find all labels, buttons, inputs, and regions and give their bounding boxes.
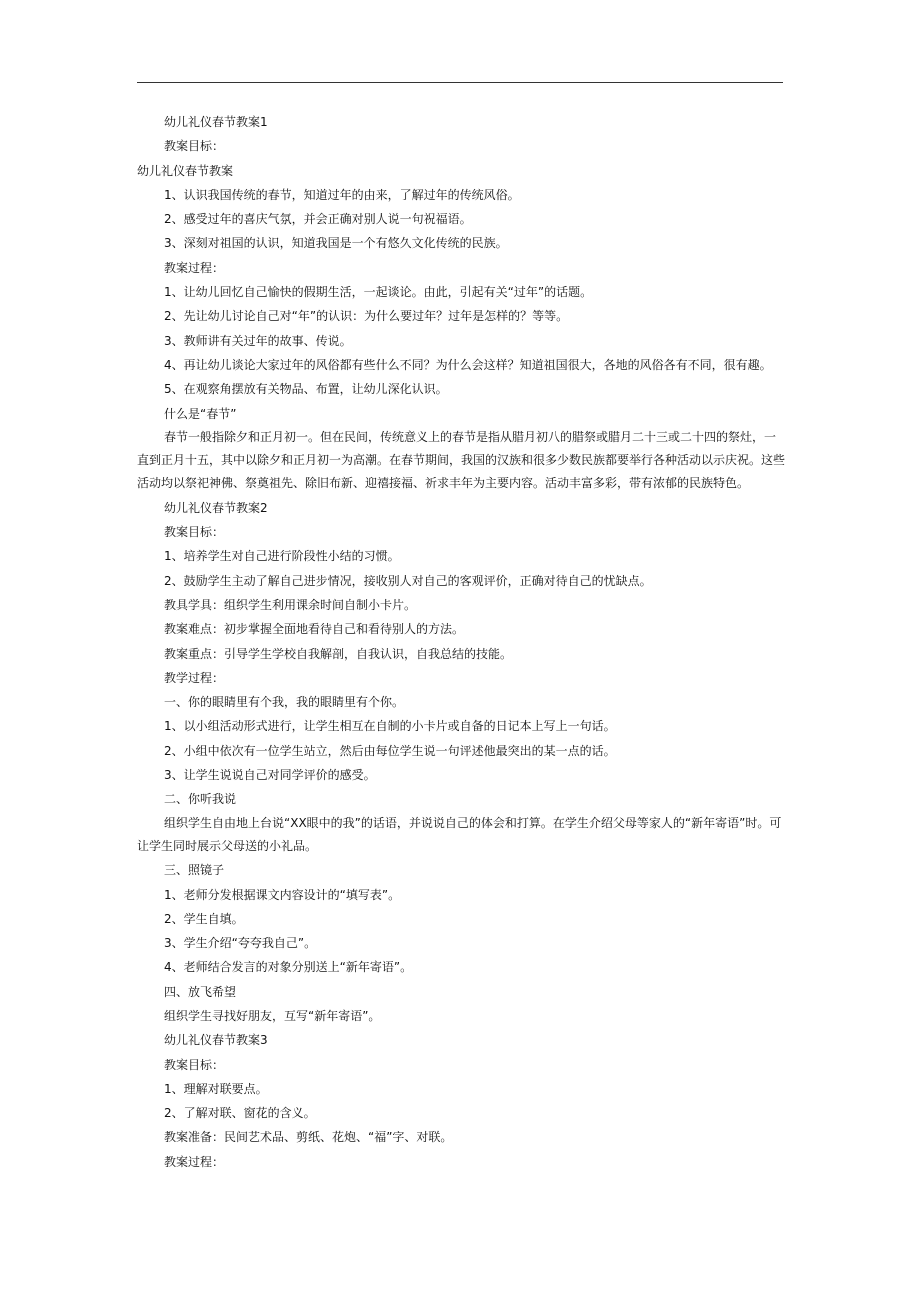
list-item: 2、鼓励学生主动了解自己进步情况，接收别人对自己的客观评价，正确对待自己的忧缺点。 (164, 573, 652, 588)
document-body (137, 110, 787, 1174)
list-item: 3、深刻对祖国的认识，知道我国是一个有悠久文化传统的民族。 (164, 236, 508, 251)
list-item: 2、学生自填。 (164, 911, 244, 926)
list-item: 2、小组中依次有一位学生站立，然后由每位学生说一句评述他最突出的某一点的话。 (164, 743, 616, 758)
list-item: 1、培养学生对自己进行阶段性小结的习惯。 (164, 549, 400, 564)
paragraph-new-year-message: 组织学生自由地上台说“XX眼中的我”的话语，并说说自己的体会和打算。在学生介绍父母等家人的“新年寄语”时。可让学生同时展示父母送的小礼品。 (137, 815, 782, 853)
list-item: 4、再让幼儿谈论大家过年的风俗都有些什么不同？为什么会这样？知道祖国很大，各地的风俗各有不同，很有趣。 (164, 357, 772, 372)
list-item: 4、老师结合发言的对象分别送上“新年寄语”。 (164, 960, 413, 975)
subheading: 二、你听我说 (164, 792, 237, 807)
subtitle: 幼儿礼仪春节教案 (137, 163, 234, 178)
list-item: 3、让学生说说自己对同学评价的感受。 (164, 768, 376, 783)
section-title-3: 幼儿礼仪春节教案3 (164, 1033, 268, 1048)
list-item: 1、让幼儿回忆自己愉快的假期生活，一起谈论。由此，引起有关“过年”的话题。 (164, 285, 593, 300)
section-title-1: 幼儿礼仪春节教案1 (164, 115, 268, 129)
heading-objectives: 教案目标： (164, 139, 225, 154)
heading-what-is-spring-festival: 什么是“春节” (164, 406, 237, 421)
heading-objectives: 教案目标： (164, 1057, 225, 1072)
subheading: 三、照镜子 (164, 863, 225, 878)
list-item: 3、学生介绍“夸夸我自己”。 (164, 936, 317, 951)
subheading: 一、你的眼睛里有个我，我的眼睛里有个你。 (164, 695, 405, 710)
list-item: 2、了解对联、窗花的含义。 (164, 1106, 316, 1121)
heading-process: 教案过程： (164, 1154, 225, 1169)
heading-teaching-process: 教学过程： (164, 670, 225, 685)
list-item: 1、理解对联要点。 (164, 1081, 268, 1096)
subheading: 四、放飞希望 (164, 984, 237, 999)
header-rule (137, 82, 783, 83)
heading-objectives: 教案目标： (164, 525, 225, 540)
paragraph-spring-festival: 春节一般指除夕和正月初一。但在民间，传统意义上的春节是指从腊月初八的腊祭或腊月二十三或二十四的祭灶，一直到正月十五，其中以除夕和正月初一为高潮。在春节期间，我国的汉族和很多少数民族都要举行各种活动以示庆祝。这些活动均以祭祀神佛、祭奠祖先、除旧布新、迎禧接福、祈求丰年为主要内容。活动丰富多彩，带有浓郁的民族特色。 (137, 429, 786, 491)
heading-process: 教案过程： (164, 260, 225, 275)
list-item: 2、先让幼儿讨论自己对“年”的认识：为什么要过年？过年是怎样的？等等。 (164, 309, 569, 324)
section-title-2: 幼儿礼仪春节教案2 (164, 500, 268, 515)
list-item: 1、以小组活动形式进行，让学生相互在自制的小卡片或自备的日记本上写上一句话。 (164, 719, 616, 734)
list-item: 3、教师讲有关过年的故事、传说。 (164, 333, 352, 348)
list-item: 5、在观察角摆放有关物品、布置，让幼儿深化认识。 (164, 382, 448, 397)
teaching-aids: 教具学具：组织学生利用课余时间自制小卡片。 (164, 597, 417, 612)
key-points: 教案重点：引导学生学校自我解剖，自我认识，自我总结的技能。 (164, 646, 513, 661)
preparation: 教案准备：民间艺术品、剪纸、花炮、“福”字、对联。 (164, 1130, 453, 1145)
list-item: 1、认识我国传统的春节，知道过年的由来，了解过年的传统风俗。 (164, 187, 520, 202)
list-item: 2、感受过年的喜庆气氛，并会正确对别人说一句祝福语。 (164, 212, 472, 227)
paragraph-find-friends: 组织学生寻找好朋友，互写“新年寄语”。 (164, 1008, 381, 1023)
list-item: 1、老师分发根据课文内容设计的“填写表”。 (164, 887, 401, 902)
difficult-points: 教案难点：初步掌握全面地看待自己和看待别人的方法。 (164, 622, 465, 637)
